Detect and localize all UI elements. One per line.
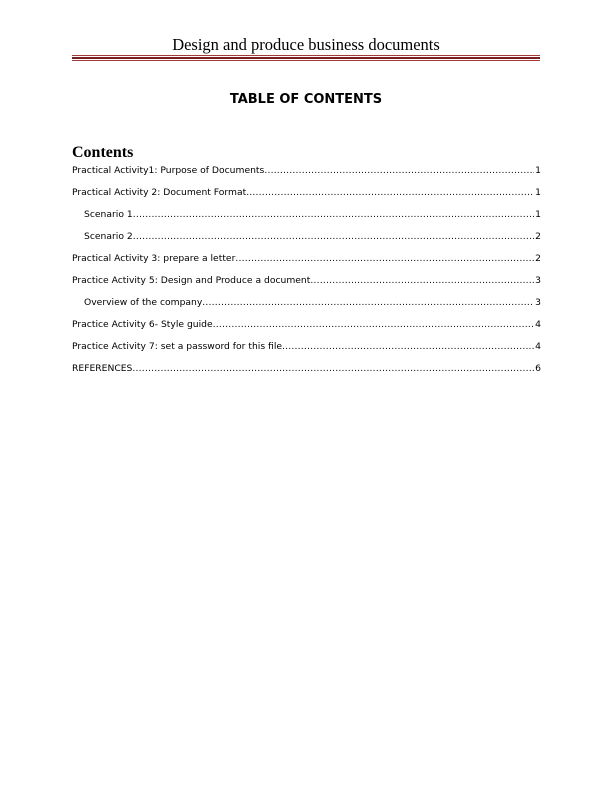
toc-dot-leader: [132, 362, 534, 376]
toc-entry[interactable]: [72, 340, 541, 362]
toc-entry-page: 2: [535, 231, 541, 242]
toc-dot-leader: [202, 296, 534, 310]
toc-dot-leader: [133, 208, 534, 222]
toc-entry[interactable]: [72, 230, 541, 252]
toc-entry-text: Practice Activity 7: set a password for this file: [72, 341, 283, 352]
page-header-title: Design and produce business documents: [172, 35, 440, 54]
toc-entry-text: Practical Activity 3: prepare a letter: [72, 253, 236, 264]
toc-list: [72, 164, 541, 384]
toc-entry-page: 1: [535, 165, 541, 176]
toc-dot-leader: [235, 252, 534, 266]
toc-entry[interactable]: [72, 296, 541, 318]
header-rule-bottom: [72, 60, 540, 61]
toc-entry-text: Scenario 2: [84, 231, 133, 242]
toc-entry-text: Practice Activity 6- Style guide: [72, 319, 213, 330]
toc-entry-page: 6: [535, 363, 541, 374]
header-rule-middle: [72, 57, 540, 59]
toc-entry-page: 4: [535, 319, 541, 330]
toc-entry-text: REFERENCES: [72, 363, 133, 374]
toc-dot-leader: [246, 186, 534, 200]
toc-entry-page: 4: [535, 341, 541, 352]
toc-entry-text: Practice Activity 5: Design and Produce a document: [72, 275, 311, 286]
toc-entry-text: Practical Activity1: Purpose of Documents: [72, 165, 265, 176]
toc-entry[interactable]: [72, 186, 541, 208]
toc-dot-leader: [310, 274, 534, 288]
toc-dot-leader: [133, 230, 534, 244]
toc-entry-page: 2: [535, 253, 541, 264]
toc-entry[interactable]: [72, 274, 541, 296]
toc-entry[interactable]: [72, 208, 541, 230]
toc-dot-leader: [282, 340, 534, 354]
toc-main-title: TABLE OF CONTENTS: [229, 92, 383, 107]
header-rule-top: [72, 55, 540, 56]
toc-entry-text: Practical Activity 2: Document Format: [72, 187, 247, 198]
toc-dot-leader: [264, 164, 534, 178]
toc-entry-page: 3: [535, 275, 541, 286]
toc-entry[interactable]: [72, 318, 541, 340]
toc-entry-page: 1: [535, 187, 541, 198]
toc-entry[interactable]: [72, 252, 541, 274]
toc-entry-page: 3: [535, 297, 541, 308]
toc-entry-text: Overview of the company: [84, 297, 203, 308]
contents-heading: Contents: [72, 144, 134, 161]
toc-entry[interactable]: [72, 164, 541, 186]
toc-entry-page: 1: [535, 209, 541, 220]
toc-dot-leader: [213, 318, 534, 332]
toc-entry[interactable]: [72, 362, 541, 384]
toc-entry-text: Scenario 1: [84, 209, 133, 220]
